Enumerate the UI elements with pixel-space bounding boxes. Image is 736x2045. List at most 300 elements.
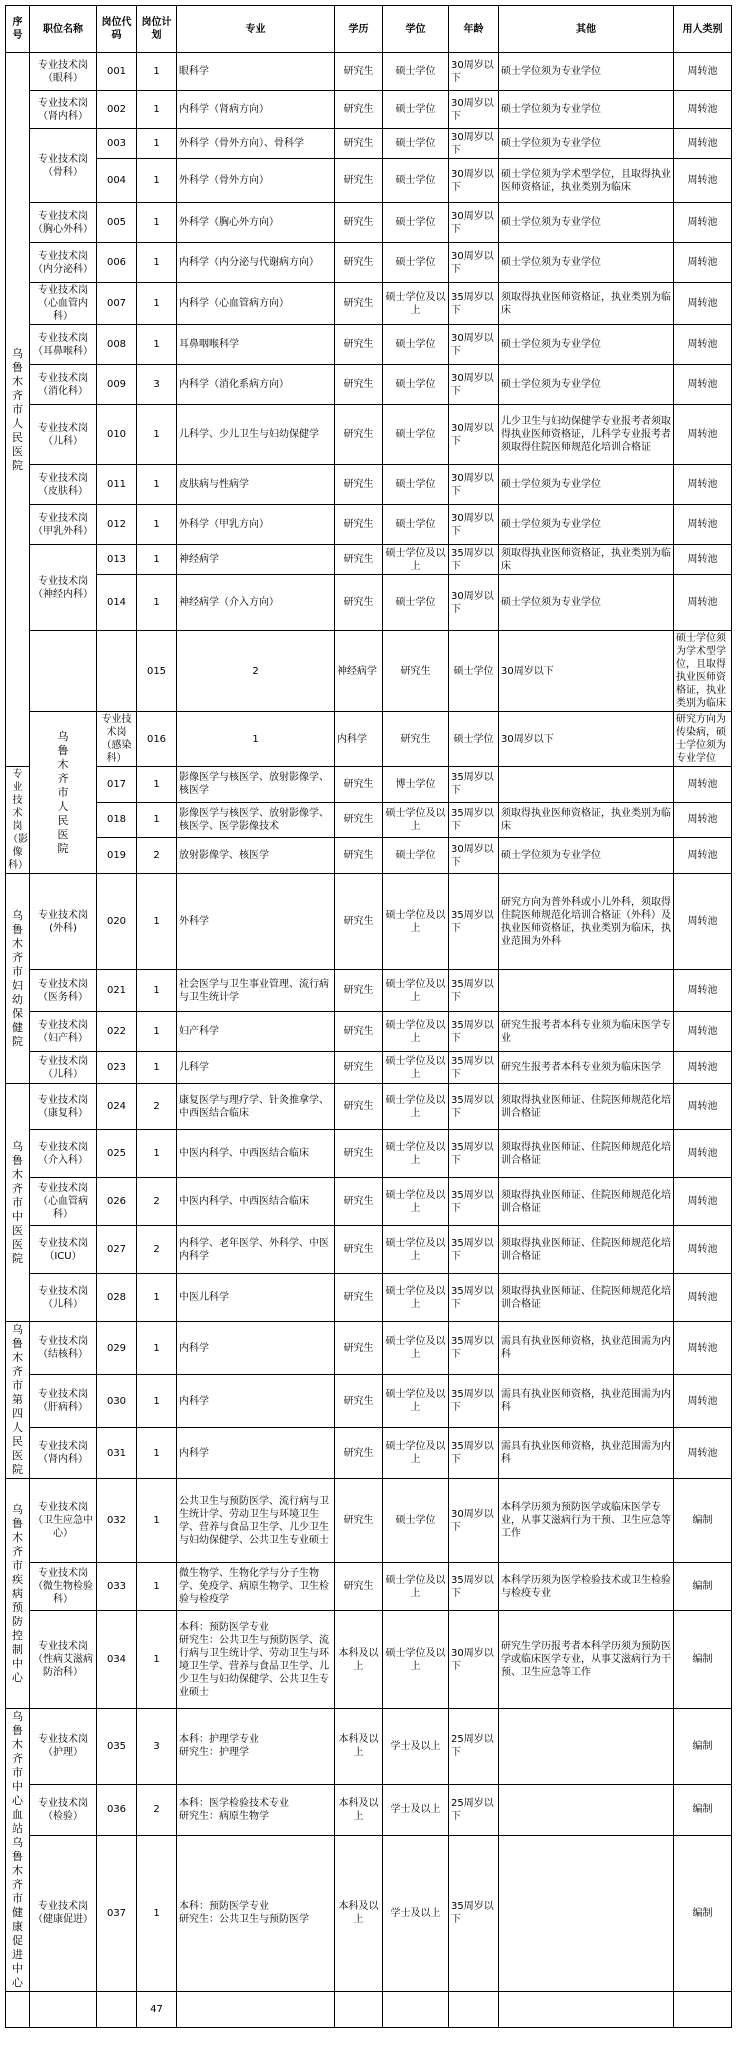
position-name: 专业技术岗（微生物检验科） [30, 1563, 97, 1611]
major: 耳鼻咽喉科学 [177, 325, 335, 365]
degree: 硕士学位及以上 [383, 1226, 449, 1274]
other-requirements: 研究生学历报考者本科学历须为预防医学或临床医学专业，从事艾滋病行为干预、卫生应急等工作 [499, 1611, 674, 1709]
age-limit: 35周岁以下 [449, 1052, 499, 1084]
degree: 硕士学位 [383, 53, 449, 91]
position-plan: 1 [137, 465, 177, 505]
empty-cell [97, 1992, 137, 2028]
position-code: 005 [97, 203, 137, 243]
position-plan: 2 [137, 1178, 177, 1226]
age-limit: 30周岁以下 [449, 91, 499, 129]
staff-type: 周转池 [674, 1322, 732, 1375]
age-limit: 35周岁以下 [449, 1563, 499, 1611]
position-plan: 1 [137, 767, 177, 803]
major: 本科：预防医学专业 研究生：公共卫生与预防医学、流行病与卫生统计学、劳动卫生与环境卫生学、营养与食品卫生学、儿少卫生与妇幼保健学、公共卫生专业硕士 [177, 1611, 335, 1709]
table-row [6, 129, 732, 159]
position-name: 专业技术岗（皮肤科） [30, 465, 97, 505]
org-name-cell [6, 1479, 30, 1709]
position-code: 012 [97, 505, 137, 545]
staff-type: 周转池 [674, 1226, 732, 1274]
position-code: 002 [97, 91, 137, 129]
org-name: 乌鲁木齐市人民医院 [57, 729, 69, 855]
major: 神经病学 [177, 545, 335, 575]
col-header-other: 其他 [499, 6, 674, 53]
education: 研究生 [335, 1084, 383, 1130]
position-plan: 1 [137, 1012, 177, 1052]
major: 神经病学 [335, 631, 383, 712]
age-limit: 35周岁以下 [449, 1428, 499, 1479]
position-name: 专业技术岗（神经内科） [30, 545, 97, 631]
staff-type: 周转池 [674, 1375, 732, 1428]
age-limit: 35周岁以下 [449, 1274, 499, 1322]
other-requirements: 硕士学位须为专业学位 [499, 838, 674, 874]
other-requirements: 硕士学位须为专业学位 [499, 243, 674, 283]
position-code: 025 [97, 1130, 137, 1178]
other-requirements: 须取得执业医师证、住院医师规范化培训合格证 [499, 1130, 674, 1178]
org-name-cell [6, 874, 30, 1084]
table-row [6, 1611, 732, 1709]
position-plan: 1 [137, 1322, 177, 1375]
age-limit: 30周岁以下 [449, 505, 499, 545]
table-row [6, 1784, 732, 1835]
degree: 硕士学位及以上 [383, 1178, 449, 1226]
staff-type: 编制 [674, 1835, 732, 1991]
position-code: 016 [137, 712, 177, 767]
position-plan: 2 [137, 1784, 177, 1835]
org-name-cell [6, 1084, 30, 1322]
position-plan: 1 [137, 1428, 177, 1479]
position-code: 010 [97, 405, 137, 465]
staff-type: 编制 [674, 1709, 732, 1785]
education: 研究生 [335, 1428, 383, 1479]
col-header-education: 学历 [335, 6, 383, 53]
education: 研究生 [335, 1178, 383, 1226]
age-limit: 35周岁以下 [449, 767, 499, 803]
position-code: 001 [97, 53, 137, 91]
other-requirements: 硕士学位须为专业学位 [499, 203, 674, 243]
position-plan: 1 [137, 325, 177, 365]
major: 中医内科学、中西医结合临床 [177, 1178, 335, 1226]
degree: 硕士学位 [383, 505, 449, 545]
table-row [6, 1084, 732, 1130]
org-name: 乌鲁木齐市中心血站乌鲁木齐市健康促进中心 [12, 1710, 23, 1989]
position-code: 024 [97, 1084, 137, 1130]
education: 研究生 [335, 1563, 383, 1611]
other-requirements: 硕士学位须为学术型学位，且取得执业医师资格证，执业类别为临床 [499, 159, 674, 203]
other-requirements [499, 970, 674, 1012]
table-row [6, 1130, 732, 1178]
age-limit: 35周岁以下 [449, 1130, 499, 1178]
degree: 硕士学位及以上 [383, 1611, 449, 1709]
other-requirements: 本科学历须为医学检验技术或卫生检验与检疫专业 [499, 1563, 674, 1611]
education: 研究生 [335, 325, 383, 365]
position-name: 专业技术岗（医务科） [30, 970, 97, 1012]
degree: 硕士学位及以上 [383, 874, 449, 970]
position-plan: 2 [177, 631, 335, 712]
empty-cell [449, 1992, 499, 2028]
position-plan: 1 [137, 243, 177, 283]
col-header-degree: 学位 [383, 6, 449, 53]
position-code: 033 [97, 1563, 137, 1611]
staff-type: 周转池 [674, 874, 732, 970]
major: 社会医学与卫生事业管理、流行病与卫生统计学 [177, 970, 335, 1012]
education: 研究生 [335, 970, 383, 1012]
age-limit: 35周岁以下 [449, 1226, 499, 1274]
position-plan: 1 [137, 1479, 177, 1563]
table-row [6, 1563, 732, 1611]
position-name: 专业技术岗（护理） [30, 1709, 97, 1785]
education: 研究生 [335, 1274, 383, 1322]
table-row [6, 1835, 732, 1991]
major: 内科学 [335, 712, 383, 767]
position-plan: 1 [137, 159, 177, 203]
position-code: 034 [97, 1611, 137, 1709]
org-name-cell [30, 631, 97, 712]
major: 皮肤病与性病学 [177, 465, 335, 505]
other-requirements: 硕士学位须为专业学位 [499, 91, 674, 129]
staff-type: 周转池 [674, 1052, 732, 1084]
staff-type: 周转池 [674, 505, 732, 545]
table-row [6, 802, 732, 838]
degree: 硕士学位及以上 [383, 1012, 449, 1052]
position-name: 专业技术岗（肾内科） [30, 91, 97, 129]
age-limit: 35周岁以下 [449, 1322, 499, 1375]
other-requirements: 硕士学位须为专业学位 [499, 129, 674, 159]
position-code: 009 [97, 365, 137, 405]
position-plan: 1 [137, 405, 177, 465]
other-requirements: 需具有执业医师资格，执业范围需为内科 [499, 1428, 674, 1479]
table-row [6, 203, 732, 243]
org-name: 乌鲁木齐市中医医院 [12, 1139, 23, 1265]
other-requirements: 须取得执业医师证、住院医师规范化培训合格证 [499, 1178, 674, 1226]
position-plan: 3 [137, 365, 177, 405]
staff-type: 周转池 [674, 1084, 732, 1130]
table-row [6, 91, 732, 129]
col-header-code: 岗位代码 [97, 6, 137, 53]
degree: 硕士学位 [383, 465, 449, 505]
other-requirements: 硕士学位须为专业学位 [499, 325, 674, 365]
empty-cell [383, 1992, 449, 2028]
age-limit: 35周岁以下 [449, 1084, 499, 1130]
degree: 硕士学位 [383, 838, 449, 874]
degree: 硕士学位 [383, 91, 449, 129]
degree: 硕士学位 [383, 575, 449, 631]
position-name: 专业技术岗（耳鼻喉科） [30, 325, 97, 365]
position-code: 026 [97, 1178, 137, 1226]
other-requirements: 须取得执业医师资格证，执业类别为临床 [499, 545, 674, 575]
table-row [6, 283, 732, 325]
other-requirements: 硕士学位须为学术型学位，且取得执业医师资格证，执业类别为临床 [674, 631, 732, 712]
age-limit: 35周岁以下 [449, 545, 499, 575]
position-plan: 1 [137, 53, 177, 91]
position-name: 专业技术岗（骨科） [30, 129, 97, 203]
major: 放射影像学、核医学 [177, 838, 335, 874]
education: 研究生 [335, 243, 383, 283]
table-row [6, 767, 732, 803]
staff-type: 周转池 [674, 1428, 732, 1479]
table-row [6, 1428, 732, 1479]
major: 康复医学与理疗学、针灸推拿学、中西医结合临床 [177, 1084, 335, 1130]
staff-type: 周转池 [674, 1274, 732, 1322]
position-code: 008 [97, 325, 137, 365]
staff-type: 周转池 [674, 802, 732, 838]
education: 研究生 [335, 1130, 383, 1178]
education: 本科及以上 [335, 1709, 383, 1785]
other-requirements: 需具有执业医师资格，执业范围需为内科 [499, 1375, 674, 1428]
education: 研究生 [335, 159, 383, 203]
position-plan: 1 [137, 1130, 177, 1178]
position-code: 018 [97, 802, 137, 838]
degree: 硕士学位 [383, 159, 449, 203]
education: 本科及以上 [335, 1835, 383, 1991]
degree: 硕士学位及以上 [383, 545, 449, 575]
education: 研究生 [383, 631, 449, 712]
major: 内科学（心血管病方向） [177, 283, 335, 325]
age-limit: 30周岁以下 [499, 712, 674, 767]
position-code: 017 [97, 767, 137, 803]
header-row [6, 6, 732, 53]
education: 研究生 [335, 1375, 383, 1428]
major: 微生物学、生物化学与分子生物学、免疫学、病原生物学、卫生检验与检疫学 [177, 1563, 335, 1611]
age-limit: 30周岁以下 [499, 631, 674, 712]
table-row [6, 465, 732, 505]
org-name-cell [6, 1709, 30, 1992]
table-row [6, 838, 732, 874]
staff-type: 周转池 [674, 129, 732, 159]
education: 研究生 [335, 874, 383, 970]
other-requirements: 研究方向为传染病，硕士学位须为专业学位 [674, 712, 732, 767]
staff-type: 周转池 [674, 325, 732, 365]
position-code: 027 [97, 1226, 137, 1274]
education: 本科及以上 [335, 1611, 383, 1709]
age-limit: 30周岁以下 [449, 129, 499, 159]
position-code: 015 [137, 631, 177, 712]
major: 内科学（内分泌与代谢病方向） [177, 243, 335, 283]
other-requirements: 须取得执业医师证、住院医师规范化培训合格证 [499, 1274, 674, 1322]
position-plan: 1 [137, 874, 177, 970]
education: 研究生 [335, 1052, 383, 1084]
position-plan: 1 [137, 505, 177, 545]
degree: 硕士学位及以上 [383, 283, 449, 325]
position-name: 专业技术岗（儿科） [30, 405, 97, 465]
major: 儿科学 [177, 1052, 335, 1084]
table-row [6, 631, 732, 712]
education: 研究生 [335, 767, 383, 803]
major: 内科学 [177, 1375, 335, 1428]
position-code: 014 [97, 575, 137, 631]
position-code: 032 [97, 1479, 137, 1563]
age-limit: 35周岁以下 [449, 874, 499, 970]
other-requirements: 须取得执业医师证、住院医师规范化培训合格证 [499, 1084, 674, 1130]
position-name: 专业技术岗（肾内科） [30, 1428, 97, 1479]
age-limit: 30周岁以下 [449, 405, 499, 465]
major: 内科学（肾病方向） [177, 91, 335, 129]
education: 研究生 [335, 802, 383, 838]
degree: 硕士学位 [449, 712, 499, 767]
position-plan: 1 [137, 802, 177, 838]
position-plan: 1 [137, 1563, 177, 1611]
table-row [6, 874, 732, 970]
staff-type: 编制 [674, 1784, 732, 1835]
position-code: 006 [97, 243, 137, 283]
staff-type: 周转池 [674, 970, 732, 1012]
position-code: 030 [97, 1375, 137, 1428]
other-requirements: 须取得执业医师证、住院医师规范化培训合格证 [499, 1226, 674, 1274]
other-requirements: 儿少卫生与妇幼保健学专业报考者须取得执业医师资格证，儿科学专业报考者须取得住院医师规范化培训合格证 [499, 405, 674, 465]
age-limit: 30周岁以下 [449, 465, 499, 505]
position-code: 035 [97, 1709, 137, 1785]
position-name: 专业技术岗（影像科） [6, 767, 30, 874]
degree: 硕士学位 [383, 365, 449, 405]
empty-cell [499, 1992, 674, 2028]
major: 外科学（甲乳方向） [177, 505, 335, 545]
empty-cell [674, 1992, 732, 2028]
staff-type: 周转池 [674, 575, 732, 631]
position-name: 专业技术岗（结核科） [30, 1322, 97, 1375]
other-requirements: 研究生报考者本科专业须为临床医学 [499, 1052, 674, 1084]
staff-type: 编制 [674, 1563, 732, 1611]
staff-type: 周转池 [674, 203, 732, 243]
position-name: 专业技术岗（儿科） [30, 1052, 97, 1084]
position-plan: 1 [137, 1835, 177, 1991]
major: 影像医学与核医学、放射影像学、核医学、医学影像技术 [177, 802, 335, 838]
age-limit: 30周岁以下 [449, 575, 499, 631]
other-requirements [499, 767, 674, 803]
table-row [6, 325, 732, 365]
position-name: 专业技术岗（性病艾滋病防治科） [30, 1611, 97, 1709]
other-requirements: 硕士学位须为专业学位 [499, 465, 674, 505]
table-row [6, 243, 732, 283]
position-name: 专业技术岗（介入科） [30, 1130, 97, 1178]
table-row [6, 1178, 732, 1226]
major: 中医儿科学 [177, 1274, 335, 1322]
position-name: 专业技术岗（ICU） [30, 1226, 97, 1274]
age-limit: 35周岁以下 [449, 1178, 499, 1226]
position-plan: 1 [137, 1274, 177, 1322]
job-table [5, 5, 732, 2028]
position-code: 029 [97, 1322, 137, 1375]
position-plan: 1 [137, 203, 177, 243]
education: 研究生 [335, 545, 383, 575]
position-plan: 3 [137, 1709, 177, 1785]
col-header-type: 用人类别 [674, 6, 732, 53]
position-name [97, 631, 137, 712]
major: 本科：预防医学专业 研究生：公共卫生与预防医学 [177, 1835, 335, 1991]
table-row [6, 53, 732, 91]
age-limit: 30周岁以下 [449, 365, 499, 405]
age-limit: 30周岁以下 [449, 159, 499, 203]
position-plan: 1 [137, 1052, 177, 1084]
table-row [6, 545, 732, 575]
position-name: 专业技术岗（眼科） [30, 53, 97, 91]
position-name: 专业技术岗（康复科） [30, 1084, 97, 1130]
table-row [6, 1274, 732, 1322]
major: 外科学（骨外方向）、骨科学 [177, 129, 335, 159]
major: 内科学（消化系病方向） [177, 365, 335, 405]
degree: 硕士学位及以上 [383, 1375, 449, 1428]
major: 本科：医学检验技术专业 研究生：病原生物学 [177, 1784, 335, 1835]
degree: 硕士学位 [383, 325, 449, 365]
degree: 硕士学位及以上 [383, 1130, 449, 1178]
empty-cell [177, 1992, 335, 2028]
education: 研究生 [335, 465, 383, 505]
table-row [6, 405, 732, 465]
position-name: 专业技术岗(外科) [30, 874, 97, 970]
empty-cell [335, 1992, 383, 2028]
other-requirements: 研究方向为普外科或小儿外科，须取得住院医师规范化培训合格证（外科）及执业医师资格证，执业类别为临床，执业范围为外科 [499, 874, 674, 970]
major: 外科学（胸心外方向） [177, 203, 335, 243]
other-requirements: 硕士学位须为专业学位 [499, 505, 674, 545]
org-name-cell [6, 1322, 30, 1479]
degree: 硕士学位及以上 [383, 1052, 449, 1084]
degree: 硕士学位及以上 [383, 1322, 449, 1375]
other-requirements: 需具有执业医师资格，执业范围需为内科 [499, 1322, 674, 1375]
table-row [6, 1709, 732, 1785]
position-name: 专业技术岗（心血管内科） [30, 283, 97, 325]
position-plan: 1 [137, 91, 177, 129]
degree: 硕士学位 [449, 631, 499, 712]
position-name: 专业技术岗（卫生应急中心） [30, 1479, 97, 1563]
staff-type: 周转池 [674, 243, 732, 283]
table-row [6, 1012, 732, 1052]
staff-type: 周转池 [674, 1130, 732, 1178]
education: 研究生 [335, 505, 383, 545]
major: 影像医学与核医学、放射影像学、核医学 [177, 767, 335, 803]
other-requirements: 须取得执业医师资格证，执业类别为临床 [499, 802, 674, 838]
position-code: 028 [97, 1274, 137, 1322]
staff-type: 周转池 [674, 53, 732, 91]
education: 研究生 [335, 1322, 383, 1375]
age-limit: 30周岁以下 [449, 1479, 499, 1563]
position-name: 专业技术岗（妇产科） [30, 1012, 97, 1052]
major: 中医内科学、中西医结合临床 [177, 1130, 335, 1178]
education: 研究生 [335, 129, 383, 159]
position-code: 013 [97, 545, 137, 575]
position-code: 004 [97, 159, 137, 203]
org-name: 乌鲁木齐市疾病预防控制中心 [12, 1502, 23, 1684]
table-row [6, 575, 732, 631]
position-code: 023 [97, 1052, 137, 1084]
position-code: 037 [97, 1835, 137, 1991]
col-header-index: 序号 [6, 6, 30, 53]
major: 妇产科学 [177, 1012, 335, 1052]
position-name: 专业技术岗（消化科） [30, 365, 97, 405]
position-plan: 2 [137, 1084, 177, 1130]
staff-type: 周转池 [674, 1178, 732, 1226]
staff-type: 周转池 [674, 283, 732, 325]
position-plan: 2 [137, 1226, 177, 1274]
position-code: 022 [97, 1012, 137, 1052]
age-limit: 30周岁以下 [449, 243, 499, 283]
staff-type: 周转池 [674, 767, 732, 803]
degree: 博士学位 [383, 767, 449, 803]
education: 研究生 [335, 53, 383, 91]
staff-type: 周转池 [674, 838, 732, 874]
position-name: 专业技术岗（心血管病科） [30, 1178, 97, 1226]
table-row [6, 159, 732, 203]
other-requirements [499, 1835, 674, 1991]
empty-cell [30, 1992, 97, 2028]
table-row [6, 365, 732, 405]
age-limit: 35周岁以下 [449, 1835, 499, 1991]
age-limit: 30周岁以下 [449, 838, 499, 874]
degree: 学士及以上 [383, 1835, 449, 1991]
education: 研究生 [335, 365, 383, 405]
org-name-cell [30, 712, 97, 874]
major: 内科学 [177, 1322, 335, 1375]
degree: 硕士学位 [383, 243, 449, 283]
major: 公共卫生与预防医学、流行病与卫生统计学、劳动卫生与环境卫生学、营养与食品卫生学、儿少卫生与妇幼保健学、公共卫生专业硕士 [177, 1479, 335, 1563]
position-code: 020 [97, 874, 137, 970]
